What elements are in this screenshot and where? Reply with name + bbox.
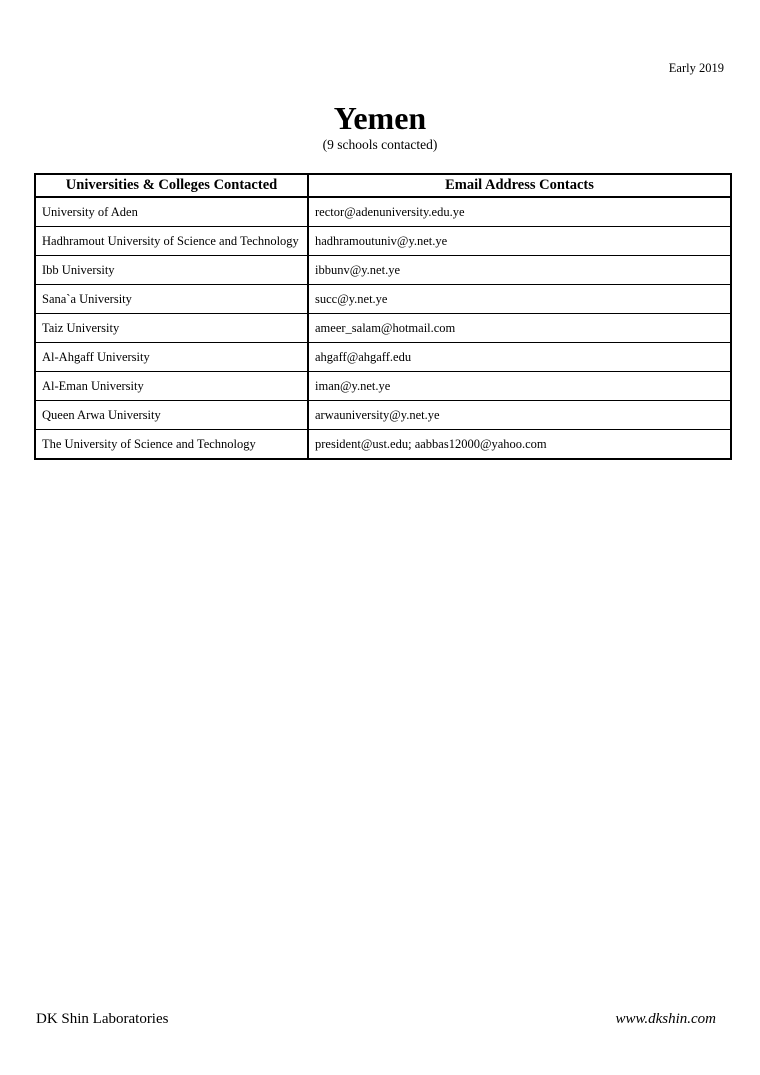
table-row bbox=[35, 197, 731, 227]
page-title: Yemen bbox=[333, 100, 427, 136]
document-date: Early 2019 bbox=[668, 61, 724, 75]
table-header-row bbox=[35, 174, 731, 197]
contacts-table bbox=[34, 173, 732, 460]
column-header-email: Email Address Contacts bbox=[308, 174, 731, 197]
email-address: ahgaff@ahgaff.edu bbox=[308, 343, 731, 372]
institution-name: Ibb University bbox=[35, 256, 308, 285]
table-row bbox=[35, 343, 731, 372]
footer-website: www.dkshin.com bbox=[615, 1011, 716, 1027]
institution-name: Hadhramout University of Science and Technology bbox=[35, 227, 308, 256]
table-row bbox=[35, 227, 731, 256]
table-row bbox=[35, 285, 731, 314]
table-row bbox=[35, 401, 731, 430]
email-address: ameer_salam@hotmail.com bbox=[308, 314, 731, 343]
institution-name: Sana`a University bbox=[35, 285, 308, 314]
email-address: arwauniversity@y.net.ye bbox=[308, 401, 731, 430]
email-address: ibbunv@y.net.ye bbox=[308, 256, 731, 285]
institution-name: Al-Ahgaff University bbox=[35, 343, 308, 372]
institution-name: Taiz University bbox=[35, 314, 308, 343]
page-subtitle: (9 schools contacted) bbox=[322, 137, 438, 152]
email-address: iman@y.net.ye bbox=[308, 372, 731, 401]
footer-organization: DK Shin Laboratories bbox=[36, 1011, 169, 1027]
institution-name: Al-Eman University bbox=[35, 372, 308, 401]
institution-name: Queen Arwa University bbox=[35, 401, 308, 430]
table-row bbox=[35, 314, 731, 343]
email-address: rector@adenuniversity.edu.ye bbox=[308, 197, 731, 227]
table-row bbox=[35, 256, 731, 285]
table-row bbox=[35, 430, 731, 460]
institution-name: The University of Science and Technology bbox=[35, 430, 308, 460]
column-header-institution: Universities & Colleges Contacted bbox=[35, 174, 308, 197]
email-address: succ@y.net.ye bbox=[308, 285, 731, 314]
institution-name: University of Aden bbox=[35, 197, 308, 227]
email-address: hadhramoutuniv@y.net.ye bbox=[308, 227, 731, 256]
email-address: president@ust.edu; aabbas12000@yahoo.com bbox=[308, 430, 731, 460]
table-row bbox=[35, 372, 731, 401]
